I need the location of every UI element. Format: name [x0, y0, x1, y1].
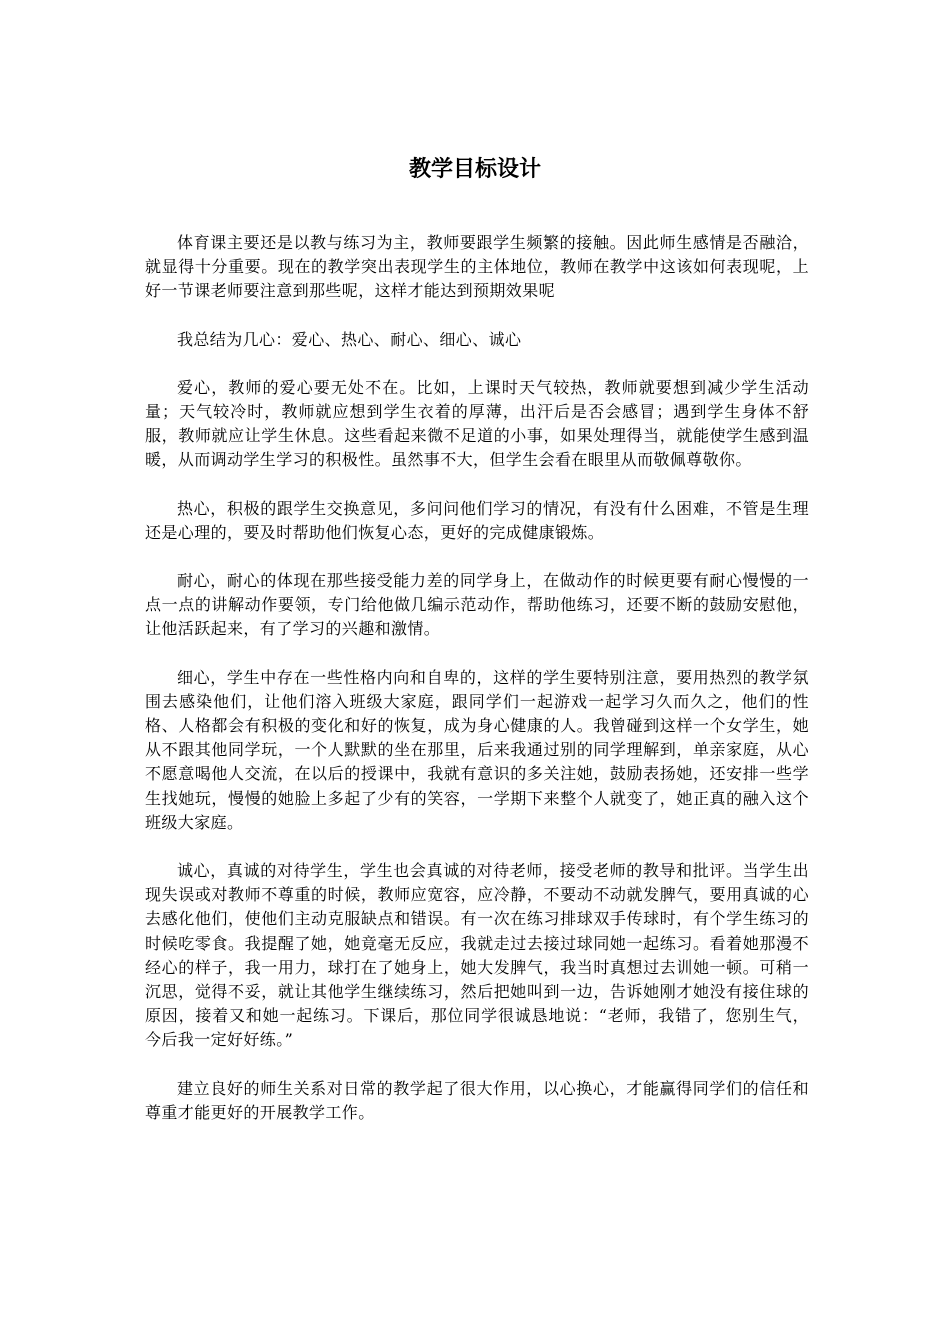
paragraph-conclusion: 建立良好的师生关系对日常的教学起了很大作用，以心换心，才能赢得同学们的信任和尊重才能更好的开展教学工作。 — [145, 1078, 809, 1122]
paragraph-patience: 耐心，耐心的体现在那些接受能力差的同学身上，在做动作的时候更要有耐心慢慢的一点一点的讲解动作要领，专门给他做几编示范动作，帮助他练习，还要不断的鼓励安慰他，让他活跃起来，有了学习的兴趣和激情。 — [145, 571, 809, 639]
paragraph-summary: 我总结为几心：爱心、热心、耐心、细心、诚心 — [177, 329, 522, 349]
document-title: 教学目标设计 — [408, 157, 541, 182]
paragraph-sincerity: 诚心，真诚的对待学生，学生也会真诚的对待老师，接受老师的教导和批评。当学生出现失误或对教师不尊重的时候，教师应宽容，应冷静，不要动不动就发脾气，要用真诚的心去感化他们，使他们主动克服缺点和错误。有一次在练习排球双手传球时，有个学生练习的时候吃零食。我提醒了她，她竟毫无反应，我就走过去接过球同她一起练习。看着她那漫不经心的样子，我一用力，球打在了她身上，她大发脾气，我当时真想过去训她一顿。可稍一沉思，觉得不妥，就让其他学生继续练习，然后把她叫到一边，告诉她刚才她没有接住球的原因，接着又和她一起练习。下课后，那位同学很诚恳地说：“老师，我错了，您别生气，今后我一定好好练。” — [145, 861, 809, 1050]
paragraph-love: 爱心，教师的爱心要无处不在。比如，上课时天气较热，教师就要想到减少学生活动量；天气较冷时，教师就应想到学生衣着的厚薄，出汗后是否会感冒；遇到学生身体不舒服，教师就应让学生休息。这些看起来微不足道的小事，如果处理得当，就能使学生感到温暖，从而调动学生学习的积极性。虽然事不大，但学生会看在眼里从而敬佩尊敬你。 — [145, 377, 809, 470]
paragraph-intro: 体育课主要还是以教与练习为主，教师要跟学生频繁的接触。因此师生感情是否融洽，就显得十分重要。现在的教学突出表现学生的主体地位，教师在教学中这该如何表现呢，上好一节课老师要注意到那些呢，这样才能达到预期效果呢 — [145, 233, 809, 301]
paragraph-care: 细心，学生中存在一些性格内向和自卑的，这样的学生要特别注意，要用热烈的教学氛围去感染他们，让他们溶入班级大家庭，跟同学们一起游戏一起学习久而久之，他们的性格、人格都会有积极的变化和好的恢复，成为身心健康的人。我曾碰到这样一个女学生，她从不跟其他同学玩，一个人默默的坐在那里，后来我通过别的同学理解到，单亲家庭，从心不愿意喝他人交流，在以后的授课中，我就有意识的多关注她，鼓励表扬她，还安排一些学生找她玩，慢慢的她脸上多起了少有的笑容，一学期下来整个人就变了，她正真的融入这个班级大家庭。 — [145, 667, 809, 832]
document-body — [145, 231, 809, 1149]
paragraph-enthusiasm: 热心，积极的跟学生交换意见，多问问他们学习的情况，有没有什么困难，不管是生理还是心理的，要及时帮助他们恢复心态，更好的完成健康锻炼。 — [145, 498, 809, 542]
